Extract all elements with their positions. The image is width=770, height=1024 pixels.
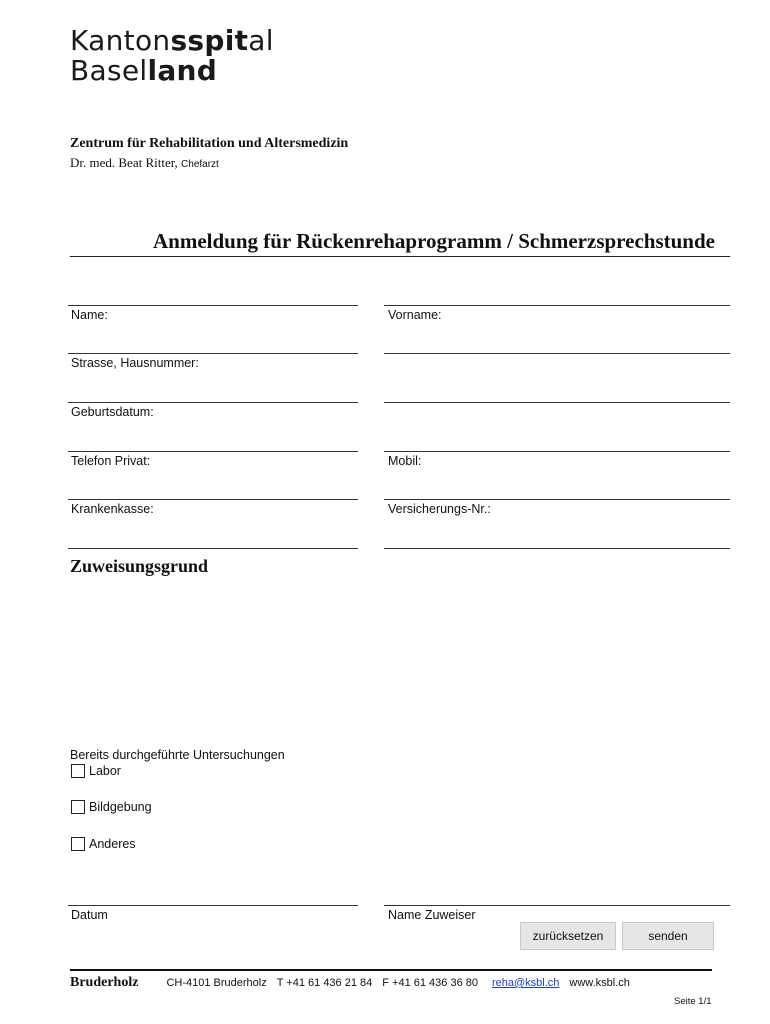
form-title: Anmeldung für Rückenrehaprogramm / Schmerzsprechstunde — [153, 229, 715, 253]
zuweisungsgrund-heading: Zuweisungsgrund — [70, 556, 209, 576]
chief-role: Chefarzt — [181, 159, 219, 170]
chief-physician — [70, 155, 219, 171]
title-divider — [70, 256, 730, 257]
bildgebung-label: Bildgebung — [89, 800, 152, 814]
logo-line-2: Baselland — [70, 54, 218, 87]
footer-divider — [70, 969, 712, 971]
labor-label: Labor — [89, 764, 121, 778]
anderes-checkbox[interactable] — [71, 837, 85, 851]
telefon-field-line — [68, 451, 358, 452]
right-line-3 — [384, 402, 730, 403]
footer-location: Bruderholz — [70, 975, 139, 990]
right-end-line — [384, 548, 730, 549]
anderes-option[interactable] — [71, 837, 136, 851]
footer — [70, 975, 640, 991]
department-name: Zentrum für Rehabilitation und Altersmedizin — [70, 136, 349, 151]
footer-fax: F +41 61 436 36 80 — [382, 977, 478, 989]
mobil-label: Mobil: — [388, 454, 422, 468]
strasse-label: Strasse, Hausnummer: — [71, 356, 199, 370]
anderes-label: Anderes — [89, 837, 136, 851]
strasse-field-line — [68, 353, 358, 354]
right-line-2 — [384, 353, 730, 354]
footer-email-link[interactable]: reha@ksbl.ch — [491, 977, 560, 989]
krankenkasse-field-line — [68, 499, 358, 500]
footer-address: CH-4101 Bruderholz — [166, 977, 267, 989]
zuweisungsgrund-input[interactable] — [70, 585, 730, 735]
datum-label: Datum — [71, 908, 108, 922]
labor-checkbox[interactable] — [71, 764, 85, 778]
reset-button[interactable]: zurücksetzen — [520, 922, 616, 950]
zuweiser-field-line — [384, 905, 730, 906]
geburtsdatum-label: Geburtsdatum: — [71, 405, 154, 419]
send-button[interactable]: senden — [622, 922, 714, 950]
bildgebung-checkbox[interactable] — [71, 800, 85, 814]
name-label: Name: — [71, 308, 108, 322]
footer-phone: T +41 61 436 21 84 — [276, 977, 373, 989]
geburtsdatum-field-line — [68, 402, 358, 403]
bildgebung-option[interactable] — [71, 800, 152, 814]
vorname-label: Vorname: — [388, 308, 442, 322]
left-end-line — [68, 548, 358, 549]
chief-name: Dr. med. Beat Ritter, — [70, 155, 178, 170]
exams-title: Bereits durchgeführte Untersuchungen — [70, 748, 285, 762]
logo-line-1: Kantonsspital — [70, 24, 274, 57]
versicherung-field-line — [384, 499, 730, 500]
vorname-field-line — [384, 305, 730, 306]
datum-field-line — [68, 905, 358, 906]
versicherung-label: Versicherungs-Nr.: — [388, 502, 491, 516]
hospital-logo — [70, 26, 274, 86]
telefon-label: Telefon Privat: — [71, 454, 151, 468]
zuweiser-label: Name Zuweiser — [388, 908, 476, 922]
mobil-field-line — [384, 451, 730, 452]
footer-web: www.ksbl.ch — [569, 977, 630, 989]
page-number: Seite 1/1 — [674, 996, 712, 1007]
name-field-line — [68, 305, 358, 306]
labor-option[interactable] — [71, 764, 121, 778]
krankenkasse-label: Krankenkasse: — [71, 502, 154, 516]
